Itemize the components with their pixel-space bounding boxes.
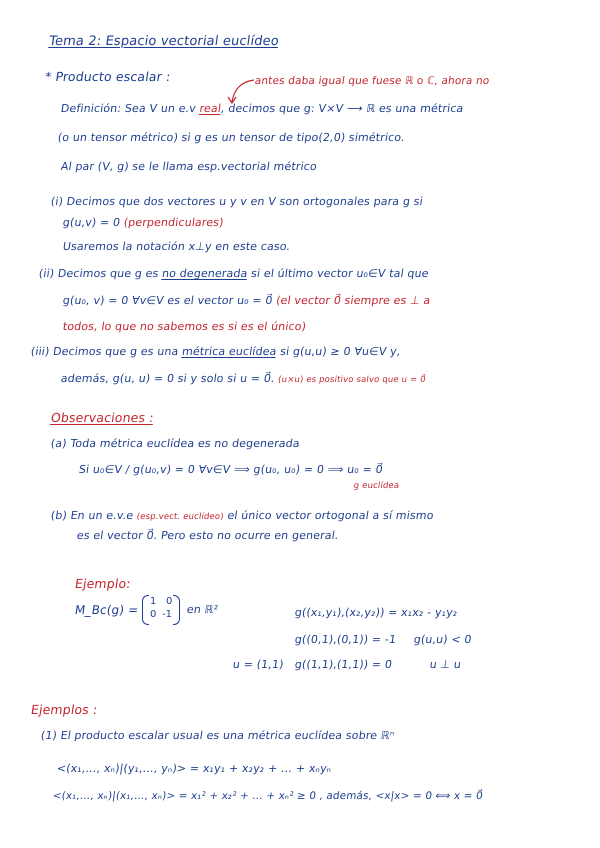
definition-line-1: [60, 102, 464, 115]
observation-b-text-c: el único vector ortogonal a sí mismo: [226, 509, 435, 522]
item-iii-line-2: [60, 372, 427, 385]
item-ii-equation: g(u₀, v) = 0 ∀v∈V es el vector u₀ = 0⃗: [62, 294, 274, 307]
matrix-label: M_Bc(g) =: [74, 603, 140, 617]
item-ii-no-degenerada: no degenerada: [161, 267, 249, 280]
examples-heading: Ejemplos :: [30, 702, 99, 717]
example-equation-3: [294, 658, 462, 671]
example-equation-2b: g(u,u) < 0: [412, 633, 473, 646]
definition-line-2: (o un tensor métrico) si g es un tensor de tipo(2,0) simétrico.: [57, 131, 406, 144]
item-i-line-2: [62, 216, 225, 229]
item-ii-line-2: [62, 294, 431, 307]
example-equation-1: g((x₁,y₁),(x₂,y₂)) = x₁x₂ - y₁y₂: [294, 606, 459, 619]
example-equation-3a: g((1,1),(1,1)) = 0: [294, 658, 393, 671]
examples-line-3: <(x₁,…, xₙ)|(x₁,…, xₙ)> = x₁² + x₂² + … + xₙ² ≥ 0 , además, <x|x> = 0 ⟺ x = 0⃗: [52, 790, 484, 802]
definition-text-b: , decimos que g: V×V ⟶ ℝ es una métrica: [220, 102, 465, 115]
matrix-cell: 0: [150, 609, 157, 620]
matrix-cell: 0: [166, 596, 173, 607]
example-equation-2a: g((0,1),(0,1)) = -1: [294, 633, 398, 646]
section-heading-producto-escalar: * Producto escalar :: [44, 69, 172, 84]
matrix-cell: -1: [162, 609, 172, 620]
definition-text-a: Definición: Sea V un e.v: [60, 102, 197, 115]
margin-note-real: antes daba igual que fuese ℝ o ℂ, ahora no: [254, 75, 491, 87]
item-iii-note: (u×u) es positivo salvo que u = 0⃗: [277, 375, 427, 385]
item-iii-metrica-euclidea: métrica euclídea: [181, 345, 278, 358]
item-i-perpendiculares: (perpendiculares): [122, 216, 225, 229]
matrix: [142, 595, 180, 625]
matrix-suffix: en ℝ²: [186, 603, 219, 616]
examples-line-2: <(x₁,…, xₙ)|(y₁,…, yₙ)> = x₁y₁ + x₂y₂ + … + xₙyₙ: [56, 762, 333, 775]
item-ii-line-3: todos, lo que no sabemos es si es el único): [62, 320, 308, 333]
item-iii-text-b: si g(u,u) ≥ 0 ∀u∈V y,: [279, 345, 402, 358]
item-iii-equation: además, g(u, u) = 0 si y solo si u = 0⃗.: [60, 372, 276, 385]
example-heading: Ejemplo:: [74, 576, 132, 591]
item-iii-text-a: (iii) Decimos que g es una: [30, 345, 180, 358]
example-equation-3b: u ⊥ u: [428, 658, 462, 671]
item-i-line-3: Usaremos la notación x⊥y en este caso.: [62, 240, 292, 253]
item-i-line-1: (i) Decimos que dos vectores u y v en V son ortogonales para g si: [50, 195, 424, 208]
matrix-left-bracket: [142, 595, 149, 625]
item-ii-text-b: si el último vector u₀∈V tal que: [250, 267, 430, 280]
item-ii-line-1: [38, 267, 430, 280]
observation-b-line-2: es el vector 0⃗. Pero esto no ocurre en general.: [76, 529, 340, 542]
definition-line-3: Al par (V, g) se le llama esp.vectorial métrico: [60, 160, 318, 173]
observation-a-note: g euclídea: [353, 481, 400, 491]
observation-a-line-2: Si u₀∈V / g(u₀,v) = 0 ∀v∈V ⟹ g(u₀, u₀) = 0 ⟹ u₀ = 0⃗: [78, 463, 384, 476]
observation-a-line-1: (a) Toda métrica euclídea es no degenerada: [50, 437, 301, 450]
item-i-equation: g(u,v) = 0: [62, 216, 122, 229]
matrix-right-bracket: [173, 595, 180, 625]
example-u-definition: u = (1,1): [232, 658, 285, 671]
example-equation-2: [294, 633, 472, 646]
observation-b-line-1: [50, 509, 435, 522]
examples-line-1: (1) El producto escalar usual es una métrica euclídea sobre ℝⁿ: [40, 729, 396, 742]
item-iii-line-1: [30, 345, 401, 358]
observations-heading: Observaciones :: [50, 410, 155, 425]
page-title: Tema 2: Espacio vectorial euclídeo: [48, 34, 280, 49]
observation-b-text-a: (b) En un e.v.e: [50, 509, 135, 522]
item-ii-text-a: (ii) Decimos que g es: [38, 267, 160, 280]
item-ii-note: (el vector 0⃗ siempre es ⊥ a: [275, 294, 432, 307]
matrix-cell: 1: [150, 596, 157, 607]
definition-real: real: [198, 102, 222, 115]
observation-b-note: (esp.vect. euclídeo): [136, 512, 225, 522]
